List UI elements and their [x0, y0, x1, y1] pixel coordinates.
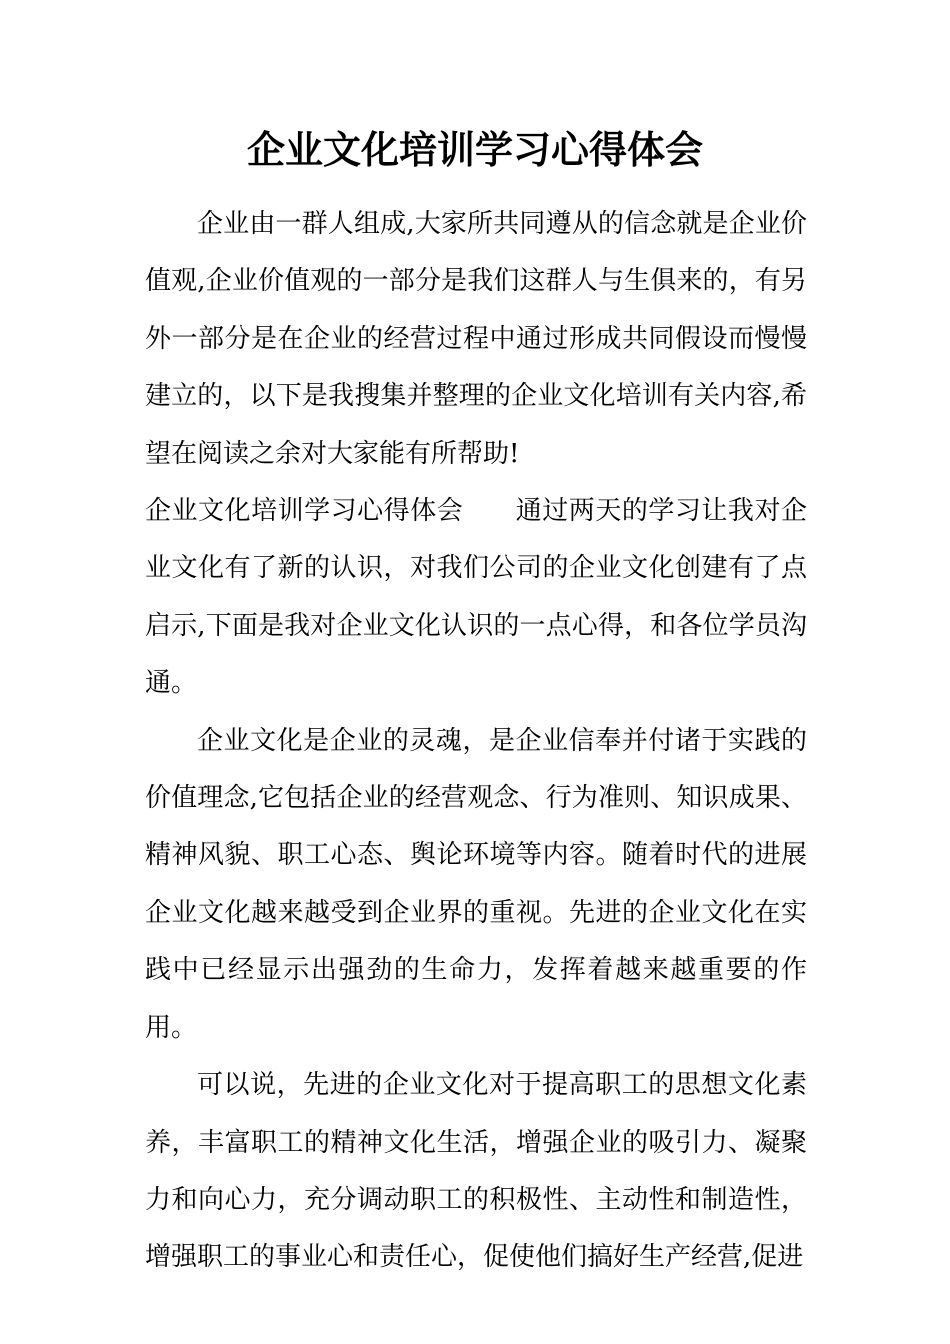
document-body	[145, 196, 807, 1287]
document-title: 企业文化培训学习心得体会	[246, 127, 703, 172]
paragraph-advanced-culture: 可以说，先进的企业文化对于提高职工的思想文化素养，丰富职工的精神文化生活，增强企业的吸引力、凝聚力和向心力，充分调动职工的积极性、主动性和制造性，增强职工的事业心和责任心，促使他们搞好生产经营,促进	[145, 1070, 807, 1273]
inline-heading-text: 通过两天的学习让我对企业文化有了新的认识，对我们公司的企业文化创建有了点启示,下面是我对企业文化认识的一点心得，和各位学员沟通。	[145, 496, 807, 699]
paragraph-intro: 企业由一群人组成,大家所共同遵从的信念就是企业价值观,企业价值观的一部分是我们这群人与生俱来的，有另外一部分是在企业的经营过程中通过形成共同假设而慢慢建立的，以下是我搜集并整理的企业文化培训有关内容,希望在阅读之余对大家能有所帮助!	[145, 209, 807, 469]
inline-heading: 企业文化培训学习心得体会	[145, 496, 464, 527]
paragraph-heading-text	[145, 483, 807, 713]
paragraph-culture-soul: 企业文化是企业的灵魂，是企业信奉并付诸于实践的价值理念,它包括企业的经营观念、行为准则、知识成果、精神风貌、职工心态、舆论环境等内容。随着时代的进展企业文化越来越受到企业界的重视。先进的企业文化在实践中已经显示出强劲的生命力，发挥着越来越重要的作用。	[145, 725, 807, 1043]
